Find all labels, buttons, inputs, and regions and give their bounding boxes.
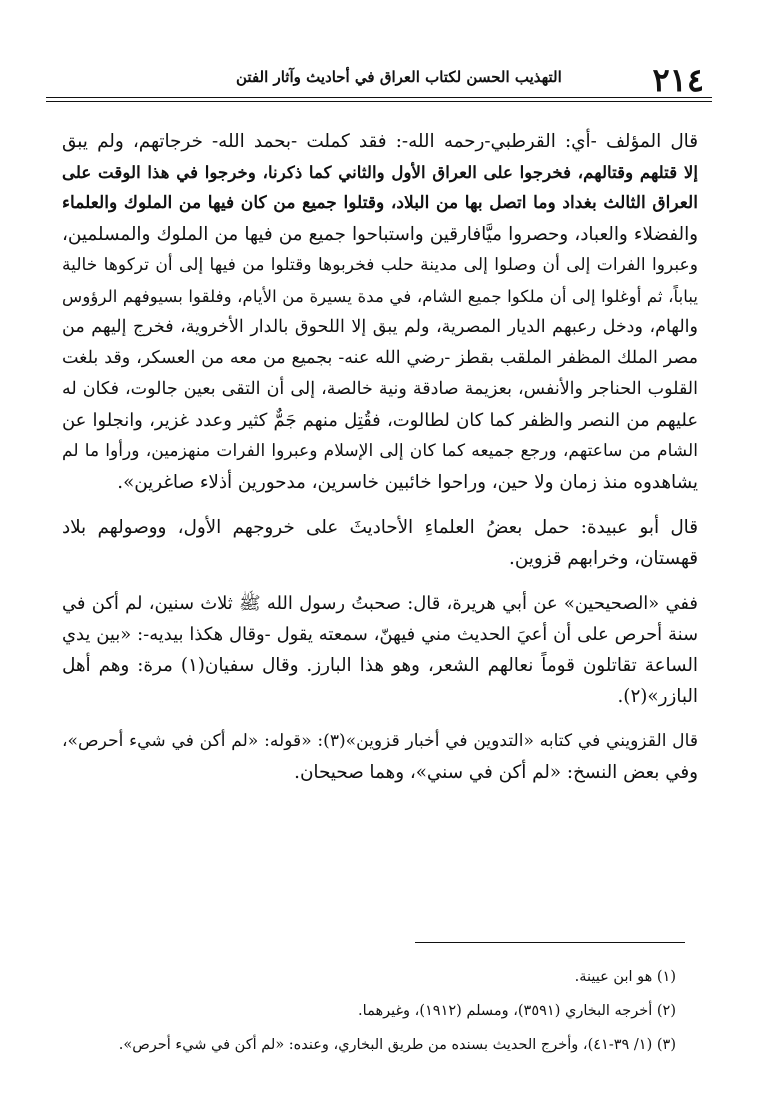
text-line: يشاهدوه منذ زمان ولا حين، وراحوا خائبين خاسرين، مدحورين أذلاء صاغرين». [117,472,698,493]
text-line: قال المؤلف -أي: القرطبي-رحمه الله-: فقد كملت -بحمد الله- خرجاتهم، ولم يبق [62,131,698,152]
running-title: التهذيب الحسن لكتاب العراق في أحاديث وآثار الفتن [236,68,562,86]
paragraph-abu-ubaida [62,512,698,574]
text-line: قهستان، وخرابهم قزوين. [509,548,698,569]
footnote-3: (٣) (١/ ٣٩-٤١)، وأخرج الحديث بسنده من طريق البخاري، وعنده: «لم أكن في شيء أحرص». [118,1037,676,1053]
text-line: وفي بعض النسخ: «لم أكن في سني»، وهما صحيحان. [294,762,698,783]
text-line: عليهم من النصر والظفر كما كان لطالوت، فقُتِل منهم جَمٌّ كثير وعدد غزير، وانجلوا عن [62,410,698,431]
text-line: والفضلاء والعباد، وحصروا ميَّافارقين واستباحوا جميع من فيها من الملوك والمسلمين، [62,224,698,245]
footnotes [62,960,698,1062]
text-line: مصر الملك المظفر الملقب بقطز -رضي الله عنه- بجميع من معه من العسكر، وقد بلغت [62,348,698,368]
text-line: البازر»(٢). [617,686,698,707]
footnote-separator [415,942,685,943]
text-line: إلا قتلهم وقتالهم، فخرجوا على العراق الأول والثاني كما ذكرنا، وخرجوا في هذا الوقت على [62,162,698,182]
footnote-1: (١) هو ابن عيينة. [574,969,676,985]
text-line: الساعة تقاتلون قوماً نعالهم الشعر، وهو هذا البارز. وقال سفيان(١) مرة: وهم أهل [62,655,698,676]
text-line: الشام من ساعتهم، ورجع جميعه كما كان إلى الإسلام وعبروا الفرات منهزمين، ورأوا ما لم [62,441,698,461]
text-line: يباباً، ثم أوغلوا إلى أن ملكوا جميع الشام، في مدة يسيرة من الأيام، وفلقوا بسيوفهم الرؤوس [62,286,698,306]
footnote-2: (٢) أخرجه البخاري (٣٥٩١)، ومسلم (١٩١٢)، وغيرهما. [358,1003,676,1019]
paragraph-gap [62,712,698,726]
paragraph-qazwini [62,726,698,788]
text-line: ففي «الصحيحين» عن أبي هريرة، قال: صحبتُ رسول الله ﷺ ثلاث سنين، لم أكن في [62,593,698,614]
text-line: قال أبو عبيدة: حمل بعضُ العلماءِ الأحاديثَ على خروجهم الأول، ووصولهم بلاد [62,517,698,538]
text-line: قال القزويني في كتابه «التدوين في أخبار قزوين»(٣): «قوله: «لم أكن في شيء أحرص»، [62,731,698,751]
paragraph-gap [62,498,698,512]
main-text [62,126,698,788]
header-rule [46,97,712,102]
text-line: والهام، ودخل رعبهم الديار المصرية، ولم يبق إلا اللحوق بالدار الأخروية، فخرج إليهم من [62,317,698,337]
page-header [46,58,712,102]
paragraph-sahihayn [62,588,698,712]
text-line: العراق الثالث بغداد وما اتصل بها من البلاد، وقتلوا جميع من كان فيها من الملوك والعلماء [62,193,698,213]
text-line: سنة أحرص على أن أعيَ الحديث مني فيهنّ، سمعته يقول -وقال هكذا بيديه-: «بين يدي [62,624,698,645]
text-line: وعبروا الفرات إلى أن وصلوا إلى مدينة حلب فخربوها وقتلوا من فيها إلى أن تركوها خالية [62,255,698,275]
text-line: القلوب الحناجر والأنفس، بعزيمة صادقة ونية خالصة، إلى أن التقى بعين جالوت، فكان له [62,379,698,399]
paragraph-gap [62,574,698,588]
paragraph-qurtubi [62,126,698,498]
page-number: ٢١٤ [652,61,704,99]
